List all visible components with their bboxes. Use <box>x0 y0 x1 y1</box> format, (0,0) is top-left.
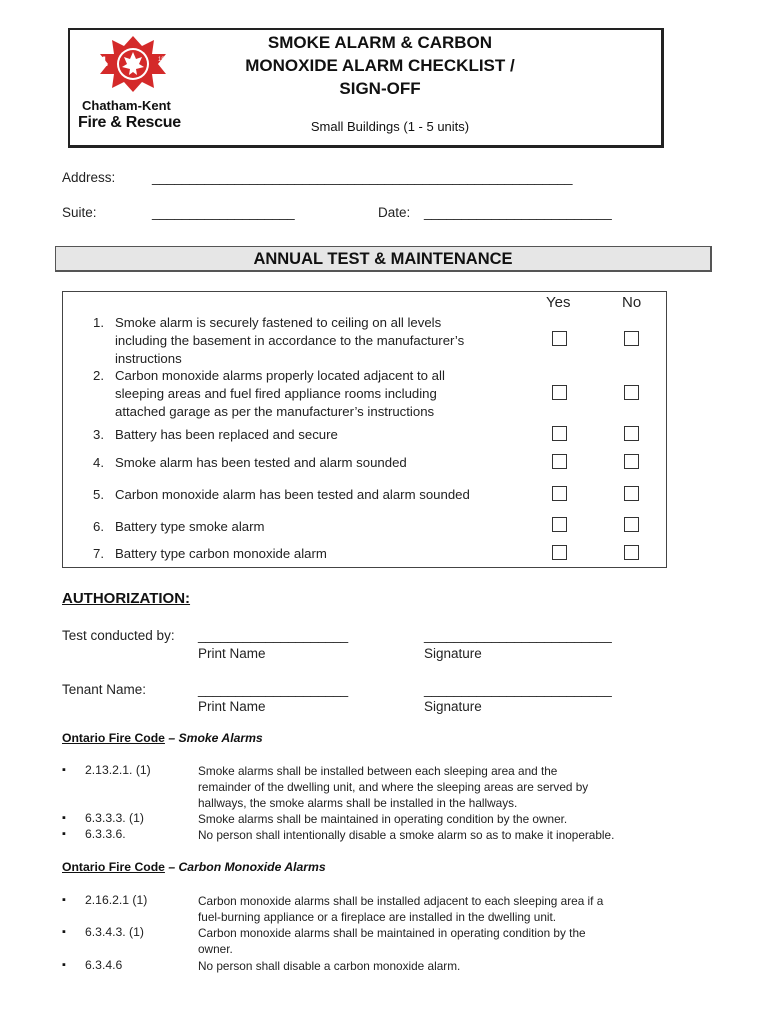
title-line: SMOKE ALARM & CARBON <box>267 33 493 52</box>
test-conducted-name-field[interactable]: ____________________ <box>198 628 349 643</box>
test-conducted-signature-field[interactable]: _________________________ <box>424 628 612 643</box>
tenant-name-field[interactable]: ____________________ <box>198 682 349 697</box>
code-desc-line: owner. <box>198 942 233 956</box>
bullet-icon: ▪ <box>62 959 66 971</box>
document-title <box>230 31 530 100</box>
code-ref: 6.3.4.6 <box>85 958 123 972</box>
item-number: 7. <box>93 546 104 561</box>
print-name-caption: Print Name <box>198 699 266 714</box>
code-desc <box>198 811 668 827</box>
title-line: MONOXIDE ALARM CHECKLIST / <box>245 56 515 75</box>
code-desc-line: No person shall intentionally disable a smoke alarm so as to make it inoperable. <box>198 828 615 842</box>
bullet-icon: ▪ <box>62 828 66 840</box>
item-3-yes-checkbox[interactable] <box>552 426 567 441</box>
section-title: ANNUAL TEST & MAINTENANCE <box>55 246 712 272</box>
code-desc <box>198 958 668 974</box>
date-label: Date: <box>378 205 411 220</box>
item-text-line: attached garage as per the manufacturer’s instructions <box>115 404 435 419</box>
item-6-no-checkbox[interactable] <box>624 517 639 532</box>
title-line: SIGN-OFF <box>339 79 421 98</box>
code-name: Ontario Fire Code <box>62 731 165 745</box>
item-text-line: sleeping areas and fuel fired appliance rooms including <box>115 386 437 401</box>
authorization-title: AUTHORIZATION: <box>62 590 191 607</box>
smoke-code-heading <box>62 731 263 745</box>
signature-caption: Signature <box>424 646 482 661</box>
item-text-line: Battery type smoke alarm <box>115 519 265 534</box>
fire-rescue-emblem-icon <box>78 32 188 96</box>
item-text-line: Battery has been replaced and secure <box>115 427 338 442</box>
code-topic: – Smoke Alarms <box>164 731 263 745</box>
code-desc <box>198 763 668 811</box>
item-3-no-checkbox[interactable] <box>624 426 639 441</box>
item-5-no-checkbox[interactable] <box>624 486 639 501</box>
code-desc <box>198 925 668 957</box>
code-ref: 2.13.2.1. (1) <box>85 763 151 777</box>
code-desc-line: No person shall disable a carbon monoxide alarm. <box>198 959 461 973</box>
co-code-heading <box>62 860 326 874</box>
logo-number: 1 <box>100 53 108 69</box>
address-label: Address: <box>62 170 116 185</box>
item-1-yes-checkbox[interactable] <box>552 331 567 346</box>
code-desc-line: remainder of the dwelling unit, and where the sleeping areas are served by <box>198 780 589 794</box>
org-name-line1: Chatham-Kent <box>82 98 171 113</box>
code-ref: 6.3.4.3. (1) <box>85 925 144 939</box>
logo-year: 1998 <box>158 57 172 63</box>
address-field[interactable]: ________________________________________________________ <box>152 170 573 185</box>
print-name-caption: Print Name <box>198 646 266 661</box>
code-desc-line: Carbon monoxide alarms shall be maintained in operating condition by the <box>198 926 586 940</box>
no-column-header: No <box>622 294 642 311</box>
code-ref: 6.3.3.6. <box>85 827 126 841</box>
item-number: 5. <box>93 487 104 502</box>
code-ref: 2.16.2.1 (1) <box>85 893 148 907</box>
tenant-signature-field[interactable]: _________________________ <box>424 682 612 697</box>
test-conducted-label: Test conducted by: <box>62 628 175 643</box>
code-desc-line: Smoke alarms shall be maintained in operating condition by the owner. <box>198 812 568 826</box>
org-logo <box>78 32 188 132</box>
bullet-icon: ▪ <box>62 812 66 824</box>
code-desc <box>198 827 668 843</box>
code-desc-line: fuel-burning appliance or a fireplace are installed in the dwelling unit. <box>198 910 557 924</box>
item-2-yes-checkbox[interactable] <box>552 385 567 400</box>
code-desc-line: hallways, the smoke alarms shall be installed in the hallways. <box>198 796 518 810</box>
item-text-line: Carbon monoxide alarms properly located adjacent to all <box>115 368 445 383</box>
item-text-line: Smoke alarm is securely fastened to ceiling on all levels <box>115 315 442 330</box>
code-ref: 6.3.3.3. (1) <box>85 811 144 825</box>
signature-caption: Signature <box>424 699 482 714</box>
item-6-yes-checkbox[interactable] <box>552 517 567 532</box>
item-text-line: Carbon monoxide alarm has been tested and alarm sounded <box>115 487 470 502</box>
code-topic: – Carbon Monoxide Alarms <box>164 860 326 874</box>
bullet-icon: ▪ <box>62 926 66 938</box>
code-name: Ontario Fire Code <box>62 860 165 874</box>
date-field[interactable]: _________________________ <box>424 205 612 220</box>
item-number: 6. <box>93 519 104 534</box>
item-7-yes-checkbox[interactable] <box>552 545 567 560</box>
item-number: 4. <box>93 455 104 470</box>
code-desc-line: Carbon monoxide alarms shall be installed adjacent to each sleeping area if a <box>198 894 604 908</box>
item-4-no-checkbox[interactable] <box>624 454 639 469</box>
item-number: 3. <box>93 427 104 442</box>
item-2-no-checkbox[interactable] <box>624 385 639 400</box>
document-subtitle: Small Buildings (1 - 5 units) <box>310 119 470 134</box>
org-name-line2: Fire & Rescue <box>78 114 181 131</box>
item-text-line: Battery type carbon monoxide alarm <box>115 546 327 561</box>
item-text-line: instructions <box>115 351 182 366</box>
suite-label: Suite: <box>62 205 97 220</box>
code-desc <box>198 893 668 925</box>
item-text-line: Smoke alarm has been tested and alarm sounded <box>115 455 407 470</box>
item-7-no-checkbox[interactable] <box>624 545 639 560</box>
yes-column-header: Yes <box>546 294 571 311</box>
item-4-yes-checkbox[interactable] <box>552 454 567 469</box>
tenant-name-label: Tenant Name: <box>62 682 147 697</box>
item-number: 2. <box>93 368 104 383</box>
bullet-icon: ▪ <box>62 894 66 906</box>
code-desc-line: Smoke alarms shall be installed between each sleeping area and the <box>198 764 558 778</box>
suite-field[interactable]: ___________________ <box>152 205 295 220</box>
bullet-icon: ▪ <box>62 764 66 776</box>
item-5-yes-checkbox[interactable] <box>552 486 567 501</box>
item-text-line: including the basement in accordance to the manufacturer’s <box>115 333 465 348</box>
item-number: 1. <box>93 315 104 330</box>
item-1-no-checkbox[interactable] <box>624 331 639 346</box>
